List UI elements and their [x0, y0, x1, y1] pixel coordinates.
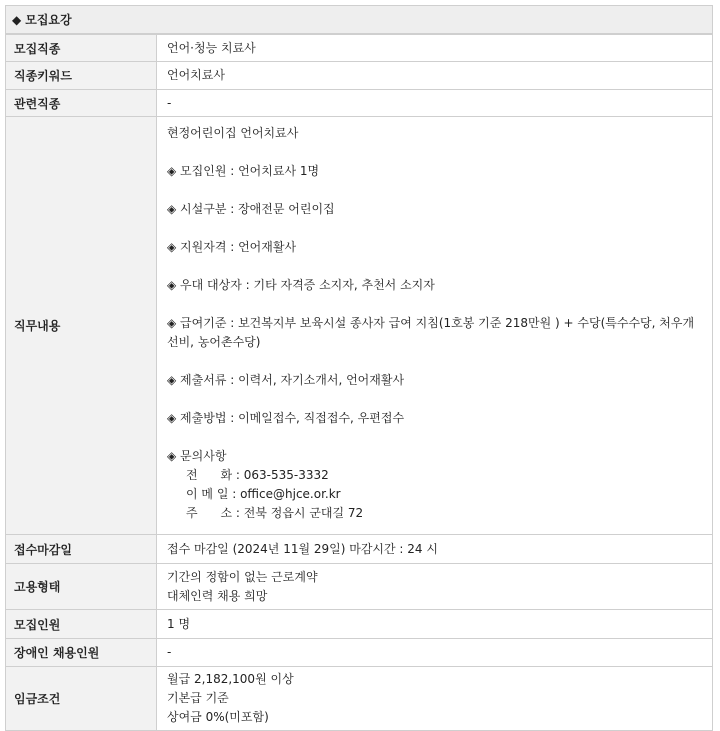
- duty-item: ◈ 제출방법 : 이메일접수, 직접접수, 우편접수: [167, 411, 405, 425]
- table-row: [6, 90, 713, 117]
- employment-line: 기간의 정함이 없는 근로계약: [167, 569, 318, 584]
- employment-line: 대체인력 채용 희망: [167, 588, 268, 603]
- contact-address: 주 소 : 전북 정읍시 군대길 72: [186, 506, 364, 520]
- duty-intro: 현정어린이집 언어치료사: [167, 126, 299, 140]
- employment-label: 고용형태: [6, 564, 157, 610]
- duty-item: ◈ 제출서류 : 이력서, 자기소개서, 언어재활사: [167, 373, 405, 387]
- related-label: 관련직종: [6, 90, 157, 117]
- keyword-label: 직종키워드: [6, 62, 157, 90]
- keyword-value: 언어치료사: [157, 62, 713, 90]
- employment-value: [157, 564, 713, 610]
- job-type-label: 모집직종: [6, 35, 157, 62]
- table-row: [6, 62, 713, 90]
- table-row: [6, 535, 713, 564]
- duty-item: ◈ 급여기준 : 보건복지부 보육시설 종사자 급여 지침(1호봉 기준 218만원 ) + 수당(특수수당, 처우개선비, 농어촌수당): [167, 316, 695, 349]
- duty-content: [157, 117, 713, 535]
- wage-line: 월급 2,182,100원 이상: [167, 672, 294, 686]
- wage-label: 임금조건: [6, 667, 157, 731]
- related-value: -: [157, 90, 713, 117]
- table-row: [6, 35, 713, 62]
- duty-item: ◈ 시설구분 : 장애전문 어린이집: [167, 202, 335, 216]
- wage-line: 상여금 0%(미포함): [167, 710, 269, 724]
- contact-email: 이 메 일 : office@hjce.or.kr: [186, 487, 341, 501]
- duty-item: ◈ 지원자격 : 언어재활사: [167, 240, 297, 254]
- deadline-label: 접수마감일: [6, 535, 157, 564]
- job-type-value: 언어·청능 치료사: [157, 35, 713, 62]
- diamond-icon: ◆: [12, 12, 22, 27]
- table-row: [6, 610, 713, 639]
- table-row: [6, 639, 713, 667]
- wage-line: 기본급 기준: [167, 691, 229, 705]
- table-row: [6, 667, 713, 731]
- table-row: [6, 117, 713, 535]
- contact-title: ◈ 문의사항: [167, 449, 227, 463]
- wage-value: [157, 667, 713, 731]
- section-title: [5, 5, 713, 34]
- disabled-value: -: [157, 639, 713, 667]
- table-row: [6, 564, 713, 610]
- section-title-text: 모집요강: [25, 13, 72, 27]
- recruitment-section: [5, 5, 713, 731]
- contact-phone: 전 화 : 063-535-3332: [186, 468, 329, 482]
- duty-item: ◈ 우대 대상자 : 기타 자격증 소지자, 추천서 소지자: [167, 278, 435, 292]
- headcount-label: 모집인원: [6, 610, 157, 639]
- disabled-label: 장애인 채용인원: [6, 639, 157, 667]
- duty-label: 직무내용: [6, 117, 157, 535]
- recruitment-table: [5, 34, 713, 731]
- duty-item: ◈ 모집인원 : 언어치료사 1명: [167, 164, 320, 178]
- deadline-value: 접수 마감일 (2024년 11월 29일) 마감시간 : 24 시: [157, 535, 713, 564]
- headcount-value: 1 명: [157, 610, 713, 639]
